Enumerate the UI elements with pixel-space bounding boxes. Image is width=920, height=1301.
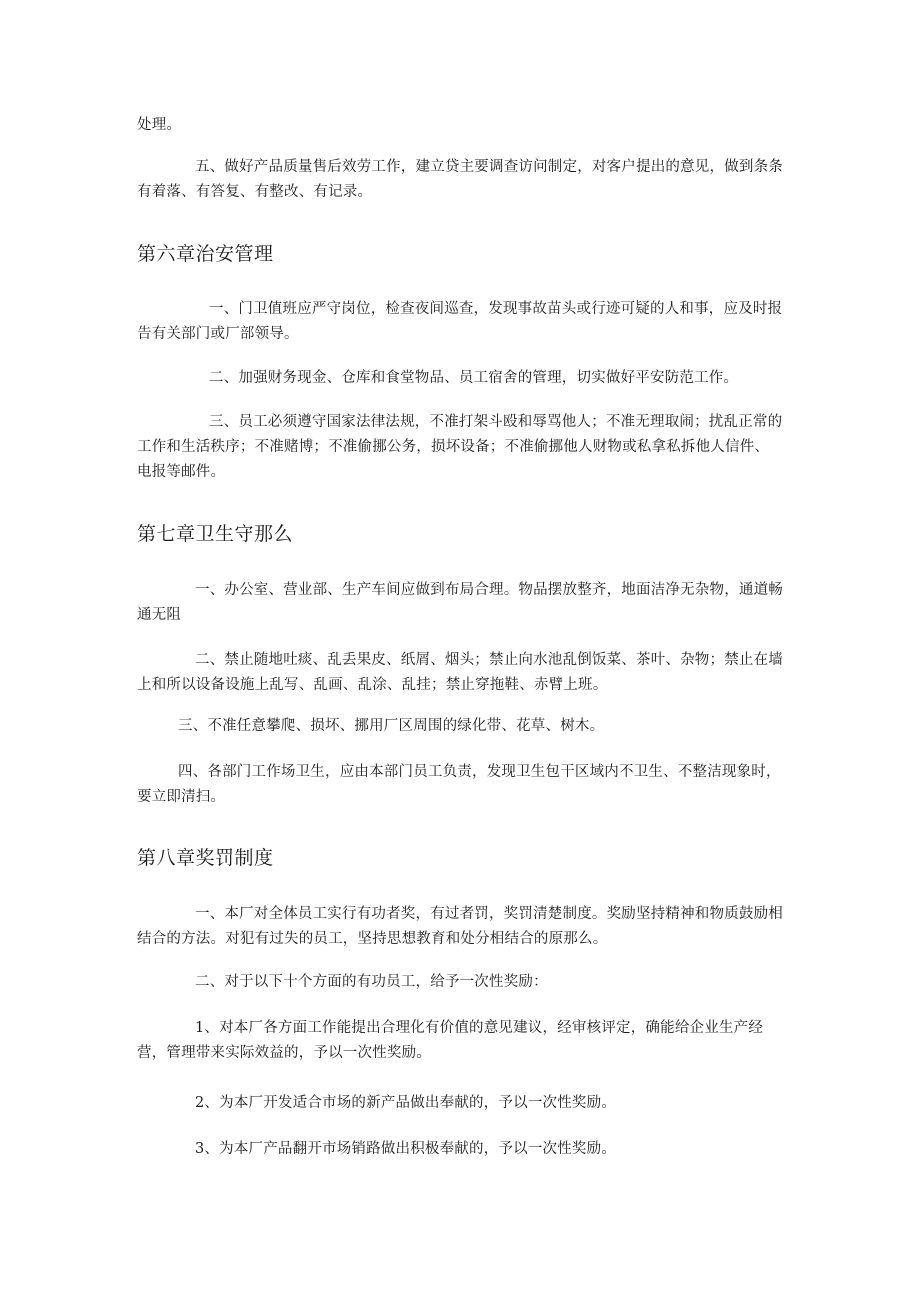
paragraph-continuation: 处理。 <box>137 117 182 133</box>
chapter-6-clause-2: 二、加强财务现金、仓库和食堂物品、员工宿舍的管理，切实做好平安防范工作。 <box>209 370 739 386</box>
chapter-7-clause-3: 三、不准任意攀爬、损坏、挪用厂区周围的绿化带、花草、树木。 <box>178 718 605 734</box>
chapter-8-heading: 第八章奖罚制度 <box>137 847 274 869</box>
reward-item-1: 1、对本厂各方面工作能提出合理化有价值的意见建议，经审核评定，确能给企业生产经营，管理带来实际效益的，予以一次性奖励。 <box>137 1020 764 1061</box>
chapter-6-clause-1: 一、门卫值班应严守岗位，检查夜间巡查，发现事故苗头或行迹可疑的人和事，应及时报告有关部门或厂部领导。 <box>137 301 783 342</box>
chapter-7-heading: 第七章卫生守那么 <box>137 523 294 545</box>
chapter-8-clause-2: 二、对于以下十个方面的有功员工，给予一次性奖励： <box>195 974 548 990</box>
paragraph-after-sales-service: 五、做好产品质量售后效劳工作，建立贷主要调查访问制定，对客户提出的意见，做到条条有着落、有答复、有整改、有记录。 <box>137 159 783 200</box>
chapter-6-clause-3: 三、员工必须遵守国家法律法规，不准打架斗殴和辱骂他人；不准无理取闹；扰乱正常的工作和生活秩序；不准赌博；不准偷挪公务，损坏设备；不准偷挪他人财物或私拿私拆他人信件、电报等邮件。 <box>137 414 783 480</box>
chapter-6-heading: 第六章治安管理 <box>137 243 274 265</box>
chapter-7-clause-4: 四、各部门工作场卫生，应由本部门员工负责，发现卫生包干区域内不卫生、不整洁现象时，要立即清扫。 <box>137 764 781 805</box>
reward-item-3: 3、为本厂产品翻开市场销路做出积极奉献的，予以一次性奖励。 <box>195 1141 617 1157</box>
chapter-7-clause-1: 一、办公室、营业部、生产车间应做到布局合理。物品摆放整齐，地面洁净无杂物，通道畅通无阻 <box>137 582 783 623</box>
reward-item-2: 2、为本厂开发适合市场的新产品做出奉献的，予以一次性奖励。 <box>195 1095 617 1111</box>
chapter-8-clause-1: 一、本厂对全体员工实行有功者奖，有过者罚，奖罚清楚制度。奖励坚持精神和物质鼓励相结合的方法。对犯有过失的员工，坚持思想教育和处分相结合的原那么。 <box>137 906 783 947</box>
chapter-7-clause-2: 二、禁止随地吐痰、乱丢果皮、纸屑、烟头；禁止向水池乱倒饭菜、茶叶、杂物；禁止在墙上和所以设备设施上乱写、乱画、乱涂、乱挂；禁止穿拖鞋、赤臂上班。 <box>137 652 783 693</box>
